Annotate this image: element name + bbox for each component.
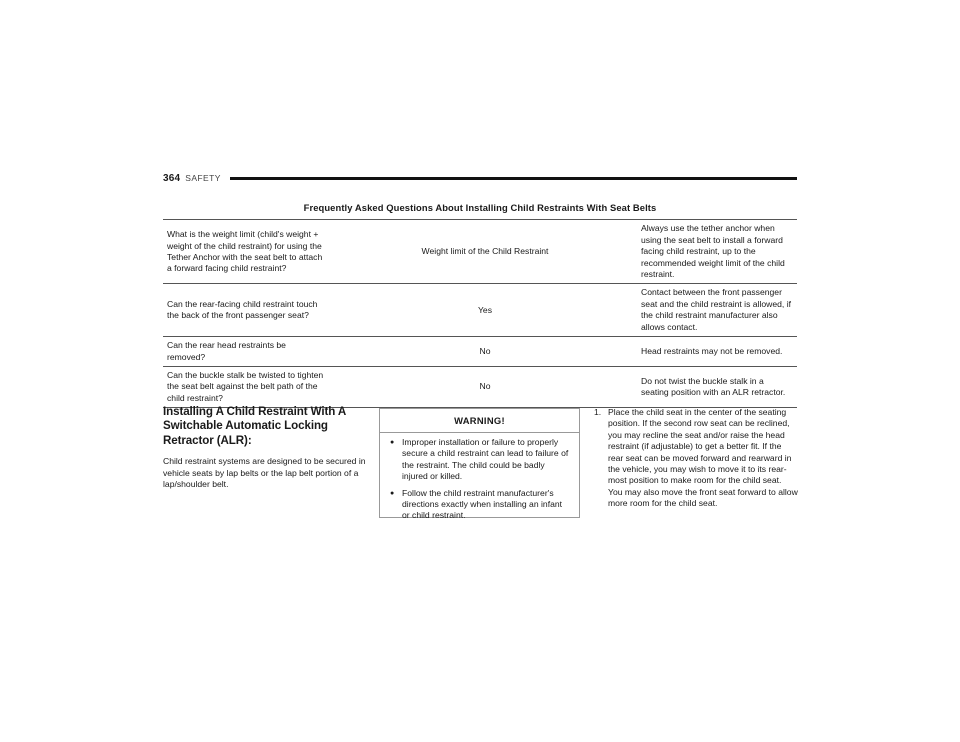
- table-cell-question: Can the rear head restraints be removed?: [163, 337, 333, 367]
- table-cell-note: Always use the tether anchor when using the seat belt to install a forward facing child restraint, up to the recommended weight limit of the child restraint.: [637, 220, 797, 284]
- step-item: [594, 407, 798, 510]
- table-row: [163, 284, 797, 337]
- table-cell-question: Can the rear-facing child restraint touch the back of the front passenger seat?: [163, 284, 333, 337]
- faq-table-title: Frequently Asked Questions About Installing Child Restraints With Seat Belts: [303, 202, 657, 213]
- faq-table: [163, 196, 797, 408]
- table-cell-note: Head restraints may not be removed.: [637, 337, 797, 367]
- section-heading: Installing A Child Restraint With A Switchable Automatic Locking Retractor (ALR):: [163, 405, 346, 447]
- warning-list: [380, 433, 579, 522]
- step-text: Place the child seat in the center of the seating position. If the second row seat can be reclined, you may recline the seat and/or raise the head restraint (if adjustable) to get a better fit. If the rear seat can be moved forward and rearward in the vehicle, you may wish to move it to its rear-most position to make room for the child seat. You may also move the front seat forward to allow more room for the child seat.: [608, 407, 798, 509]
- table-cell-answer: Weight limit of the Child Restraint: [333, 220, 637, 284]
- header-rule: [230, 177, 797, 180]
- step-number: 1.: [594, 407, 602, 417]
- table-cell-note: Contact between the front passenger seat and the child restraint is allowed, if the child restraint manufacturer also allows contact.: [637, 284, 797, 337]
- table-cell-answer: Yes: [333, 284, 637, 337]
- list-item: [390, 437, 571, 483]
- table-cell-answer: No: [333, 337, 637, 367]
- page-header: [163, 171, 797, 185]
- table-row: [163, 220, 797, 284]
- bullet-icon: ●: [390, 439, 395, 446]
- warning-item-text: Follow the child restraint manufacturer's directions exactly when installing an infant or child restraint.: [402, 487, 563, 521]
- table-cell-question: Can the buckle stalk be twisted to tighten the seat belt against the belt path of the child restraint?: [163, 367, 333, 408]
- section-name: SAFETY: [185, 173, 221, 183]
- table-row: [163, 367, 797, 408]
- table-row: [163, 337, 797, 367]
- table-cell-question: What is the weight limit (child's weight + weight of the child restraint) for using the Tether Anchor with the seat belt to attach a forward facing child restraint?: [163, 220, 333, 284]
- page-number: 364: [163, 172, 181, 184]
- warning-item-text: Improper installation or failure to properly secure a child restraint can lead to failure of the restraint. The child could be badly injured or killed.: [402, 437, 569, 482]
- table-cell-answer: No: [333, 367, 637, 408]
- warning-title: WARNING!: [380, 409, 579, 433]
- section-body: Child restraint systems are designed to be secured in vehicle seats by lap belts or the lap belt portion of a lap/shoulder belt.: [163, 456, 366, 490]
- right-column: [594, 407, 798, 510]
- left-column: [163, 405, 368, 490]
- table-cell-note: Do not twist the buckle stalk in a seating position with an ALR retractor.: [637, 367, 797, 408]
- warning-box: [379, 408, 580, 521]
- list-item: [390, 488, 571, 522]
- bullet-icon: ●: [390, 489, 395, 497]
